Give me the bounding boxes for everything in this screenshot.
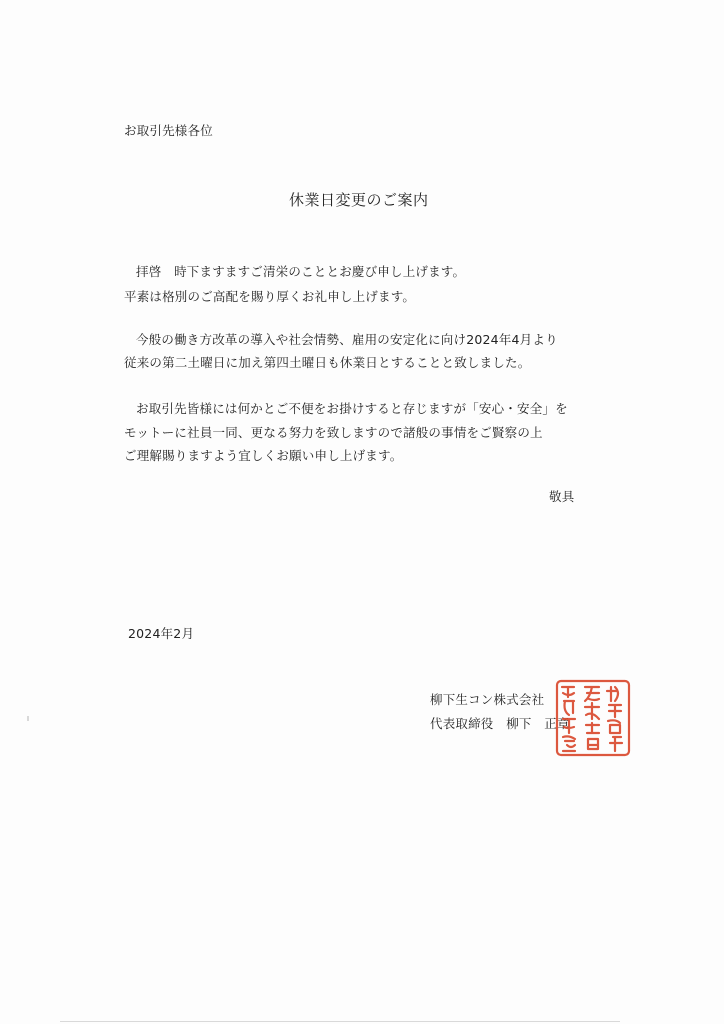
closing: 敬具	[549, 489, 575, 504]
sender-company: 柳下生コン株式会社	[430, 692, 545, 707]
body-line-2: 平素は格別のご高配を賜り厚くお礼申し上げます。	[124, 289, 416, 304]
company-seal-stamp	[555, 679, 631, 757]
date: 2024年2月	[128, 626, 195, 641]
scan-edge-line	[60, 1021, 620, 1022]
body-line-4: 従来の第二土曜日に加え第四土曜日も休業日とすることと致しました。	[124, 355, 531, 370]
body-line-5: お取引先皆様には何かとご不便をお掛けすると存じますが「安心・安全」を	[136, 401, 568, 416]
sender-representative: 代表取締役 柳下 正章	[430, 716, 570, 731]
page-title: 休業日変更のご案内	[289, 191, 429, 209]
addressee: お取引先様各位	[124, 123, 213, 138]
body-line-7: ご理解賜りますよう宜しくお願い申し上げます。	[124, 448, 403, 463]
body-line-6: モットーに社員一同、更なる努力を致しますので諸般の事情をご賢察の上	[124, 425, 543, 440]
scan-speck	[27, 716, 29, 721]
body-line-1: 拝啓 時下ますますご清栄のこととお慶び申し上げます。	[136, 264, 466, 279]
body-line-3: 今般の働き方改革の導入や社会情勢、雇用の安定化に向け2024年4月より	[136, 332, 558, 347]
